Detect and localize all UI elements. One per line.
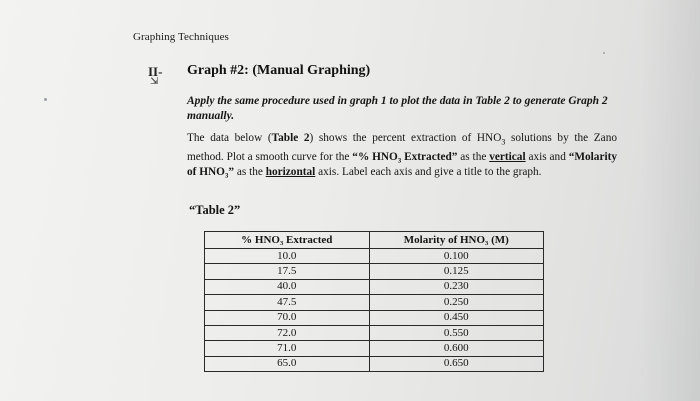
table-row [205,341,544,356]
cell-percent: 71.0 [205,341,370,356]
cell-molarity: 0.125 [369,264,543,279]
data-table [204,231,544,372]
cell-percent: 17.5 [205,264,370,279]
horizontal-word: horizontal [265,166,316,179]
cell-percent: 10.0 [205,249,370,264]
cell-molarity: 0.550 [369,325,543,340]
table-row [205,295,544,310]
margin-dot [44,98,47,101]
section-number-label: II- [148,64,163,79]
cell-molarity: 0.650 [369,356,543,371]
cell-molarity: 0.100 [369,249,543,264]
cell-molarity: 0.450 [369,310,543,325]
table-row [205,249,544,264]
page-header: Graphing Techniques [133,31,229,43]
cell-molarity: 0.250 [369,295,543,310]
table-row [205,325,544,340]
mouse-pointer-icon: ⇲ [150,76,159,87]
table-caption: “Table 2” [189,203,241,217]
cell-percent: 40.0 [205,279,370,294]
speck-mark [603,52,605,54]
table-row [205,279,544,294]
cell-percent: 65.0 [205,356,370,371]
cell-molarity: 0.230 [369,279,543,294]
cell-percent: 47.5 [205,295,370,310]
column-header-percent-extracted: % HNO₃ Extracted [205,232,370,249]
y-axis-variable: “% HNO₃ Extracted” [352,150,458,163]
x-axis-variable: “Molarity of HNO₃” [187,150,618,179]
cell-molarity: 0.600 [369,341,543,356]
cell-percent: 72.0 [205,325,370,340]
table-header-row [205,232,544,249]
page-shadow [640,0,700,401]
column-header-molarity: Molarity of HNO₃ (M) [369,232,543,249]
table-row [205,310,544,325]
vertical-word: vertical [489,150,526,163]
section-number [148,64,162,87]
table-row [205,264,544,279]
description-paragraph: The data below (Table 2) shows the percent extraction of $HNO_3$ solutions by the Zano method. Plot a smooth curve for the “% HNO₃ Extracted” as the vertical axis and “Molarity of HNO₃” as the horizontal axis. Label each axis and give a title to the graph. [187,132,618,179]
instruction-text: Apply the same procedure used in graph 1 to plot the data in Table 2 to generate Graph 2 manually. [187,95,608,122]
section-title: Graph #2: (Manual Graphing) [187,63,371,78]
table-reference: Table 2 [271,132,310,144]
cell-percent: 70.0 [205,310,370,325]
table-row [205,356,544,371]
